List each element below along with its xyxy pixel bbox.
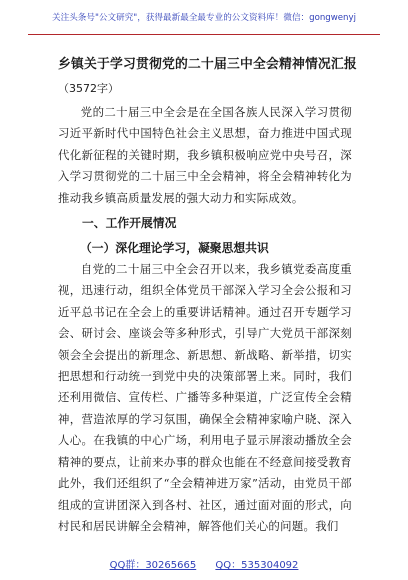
word-count: （3572字） [58,82,119,95]
body-paragraph: 自党的二十届三中全会召开以来，我乡镇党委高度重视，迅速行动，组织全体党员干部深入学习全会公报和习近平总书记在全会上的重要讲话精神。通过召开专题学习会、研讨会、座谈会等多种形式，引导广大党员干部深刻领会全会提出的新理念、新思想、新战略、新举措，切实把思想和行动统一到党中央的决策部署上来。同时，我们还利用微信、宣传栏、广播等多种渠道，广泛宣传全会精神，营造浓厚的学习氛围，确保全会精神家喻户晓、深入人心。在我镇的中心广场，利用电子显示屏滚动播放全会精神的要点，让前来办事的群众也能在不经意间接受教育此外，我们还组织了“全会精神进万家”活动，由党员干部组成的宣讲团深入到各村、社区，通过面对面的形式，向村民和居民讲解全会精神，解答他们关心的问题。我们 [58,262,352,533]
qq-number-link[interactable]: QQ：535304092 [215,560,299,571]
header-divider [28,34,380,35]
document-title: 乡镇关于学习贯彻党的二十届三中全会精神情况汇报 [58,57,357,72]
document-body [58,56,357,537]
footer-contact [0,556,408,571]
intro-paragraph: 党的二十届三中全会是在全国各族人民深入学习贯彻习近平新时代中国特色社会主义思想，奋力推进中国式现代化新征程的关键时期，我乡镇积极响应党中央号召，深入学习贯彻党的二十届三中全会精神，将全会精神转化为推动我乡镇高质量发展的强大动力和实际成效。 [58,105,352,205]
header-banner: 关注头条号"公文研究"，获得最新最全最专业的公文资料库！微信：gongwenyj [52,13,356,23]
subsection-heading: （一）深化理论学习，凝聚思想共识 [80,241,269,256]
qq-group-link[interactable]: QQ群：30265665 [109,560,197,571]
section-heading: 一、工作开展情况 [82,216,177,231]
